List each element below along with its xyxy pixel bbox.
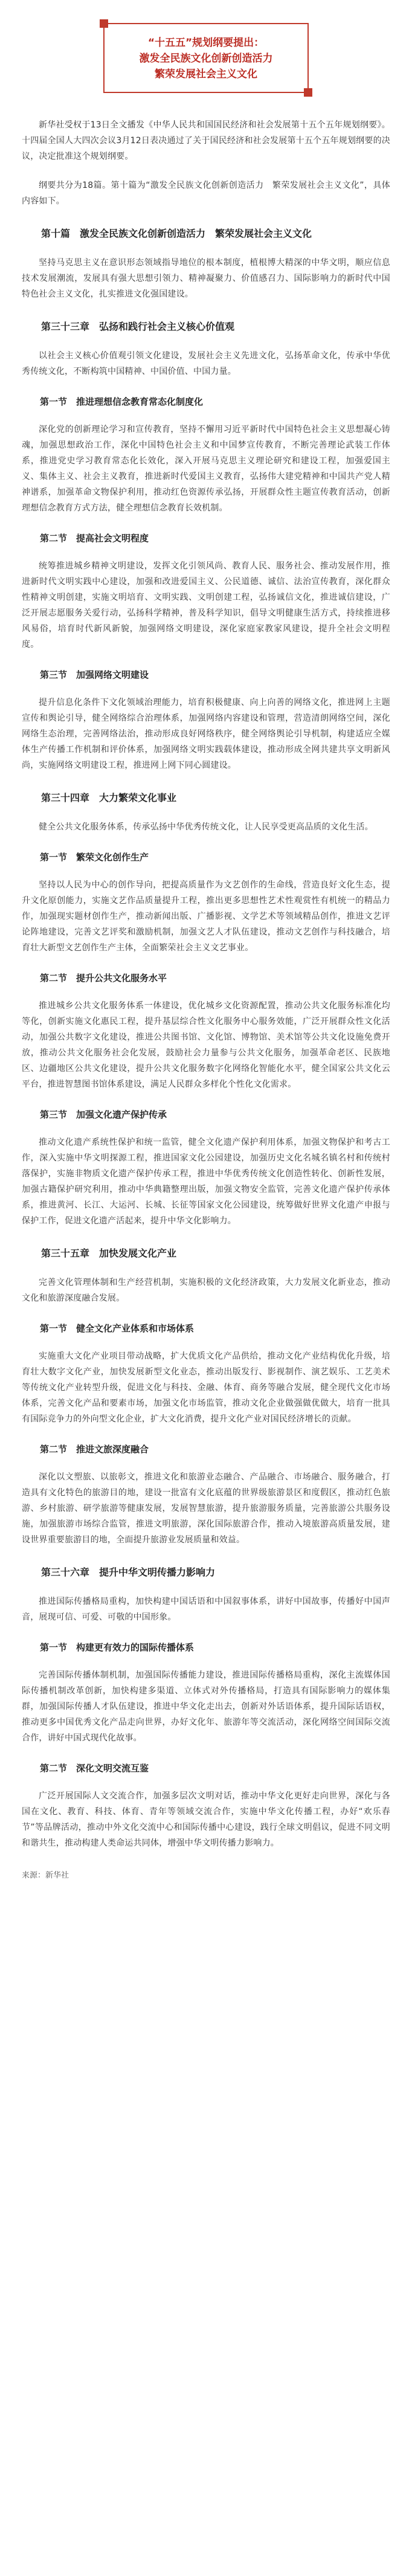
chapter-intro: 以社会主义核心价值观引领文化建设，发展社会主义先进文化，弘扬革命文化，传承中华优秀传统文化，不断构筑中国精神、中国价值、中国力量。 bbox=[22, 351, 390, 376]
section-title: 第三节 加强文化遗产保护传承 bbox=[40, 1109, 167, 1120]
section-title: 第一节 推进理想信念教育常态化制度化 bbox=[40, 396, 204, 407]
section-paragraph: 实施重大文化产业项目带动战略，扩大优质文化产品供给，推动文化产业结构优化升级，培育壮大数字文化产业，加快发展新型文化业态，推动出版发行、影视制作、演艺娱乐、工艺美术等传统文化产业转型升级，促进文化与科技、金融、体育、商务等融合发展，健全现代文化市场体系，完善文化产品和要素市场，加强文化市场监管，推动文化企业做强做优做大，培育一批具有国际竞争力的外向型文化企业，扩大文化消费，提升文化产业对国民经济增长的贡献。 bbox=[22, 1351, 390, 1424]
section-paragraph: 推进城乡公共文化服务体系一体建设，优化城乡文化资源配置，推动公共文化服务标准化均等化，创新实施文化惠民工程，提升基层综合性文化服务中心服务效能，广泛开展群众性文化活动，加强公共数字文化建设，推进公共图书馆、文化馆、博物馆、美术馆等公共文化设施免费开放，推动公共文化服务社会化发展，鼓励社会力量参与公共文化服务，加强革命老区、民族地区、边疆地区公共文化建设，提升公共文化服务数字化网络化智能化水平，健全国家公共文化云平台，推进智慧图书馆体系建设，满足人民群众多样化个性化文化需求。 bbox=[22, 1001, 390, 1089]
section-paragraph: 提升信息化条件下文化领域治理能力，培育积极健康、向上向善的网络文化，推进网上主题宣传和舆论引导，健全网络综合治理体系，加强网络内容建设和管理，营造清朗网络空间，深化网络生态治理，完善网络法治，推动形成良好网络秩序，健全网络舆论引导机制，构建适应全媒体生产传播工作机制和评价体系，加强网络文明实践载体建设，推动形成全网共建共享文明新风尚，实施网络文明建设工程，推进网上网下同心圆建设。 bbox=[22, 698, 390, 770]
section-title: 第一节 繁荣文化创作生产 bbox=[40, 852, 149, 863]
section-paragraph: 广泛开展国际人文交流合作，加强多层次文明对话，推动中华文化更好走向世界，深化与各国在文化、教育、科技、体育、青年等领域交流合作，实施中华文化传播工程，办好“欢乐春节”等品牌活动，推动中外文化交流中心和国际传播中心建设，践行全球文明倡议，促进不同文明和谐共生，推动构建人类命运共同体，增强中华文明传播力影响力。 bbox=[22, 1791, 390, 1848]
section-title: 第三节 加强网络文明建设 bbox=[40, 669, 149, 680]
chapter-title: 第三十三章 弘扬和践行社会主义核心价值观 bbox=[41, 321, 235, 332]
section-paragraph: 推动文化遗产系统性保护和统一监管，健全文化遗产保护利用体系，加强文物保护和考古工作，深入实施中华文明探源工程，推进国家文化公园建设，加强历史文化名城名镇名村和传统村落保护，实施非物质文化遗产保护传承工程，推进中华优秀传统文化创造性转化、创新性发展，加强古籍保护研究利用，推动中华典籍整理出版，加强文物安全监管，完善文化遗产保护传承体系，推进黄河、长江、大运河、长城、长征等国家文化公园建设，统筹做好世界文化遗产申报与保护工作，促进文化遗产活起来，提升中华文化影响力。 bbox=[22, 1138, 390, 1226]
section-paragraph: 深化党的创新理论学习和宣传教育，坚持不懈用习近平新时代中国特色社会主义思想凝心铸魂，加强思想政治工作，深化中国特色社会主义和中国梦宣传教育，不断完善理论武装工作体系，推进党史学习教育常态化长效化，深入开展马克思主义理论研究和建设工程，加强爱国主义、集体主义、社会主义教育，推进新时代爱国主义教育，弘扬伟大建党精神和中国共产党人精神谱系，加强革命文物保护利用，推动红色资源传承弘扬，开展群众性主题宣传教育活动，创新理想信念教育方式方法，健全理想信念教育长效机制。 bbox=[22, 425, 390, 513]
source-credit: 来源：新华社 bbox=[22, 1871, 69, 1880]
section-title: 第二节 深化文明交流互鉴 bbox=[40, 1763, 149, 1774]
intro-paragraph: 纲要共分为18篇。第十篇为“激发全民族文化创新创造活力 繁荣发展社会主义文化”，具体内容如下。 bbox=[22, 181, 390, 206]
section-paragraph: 统筹推进城乡精神文明建设，发挥文化引领风尚、教育人民、服务社会、推动发展作用，推进新时代文明实践中心建设，加强和改进爱国主义、公民道德、诚信、法治宣传教育，深化群众性精神文明创建，实施文明培育、文明实践、文明创建工程，弘扬诚信文化，推进诚信建设，广泛开展志愿服务关爱行动，弘扬科学精神，普及科学知识，倡导文明健康生活方式，持续推进移风易俗，培育时代新风新貌，加强网络文明建设，深化家庭家教家风建设，提升全社会文明程度。 bbox=[22, 561, 390, 649]
headline-line-2: 激发全民族文化创新创造活力 bbox=[139, 53, 273, 65]
headline-banner bbox=[103, 23, 309, 93]
section-paragraph: 深化以文塑旅、以旅彰文，推进文化和旅游业态融合、产品融合、市场融合、服务融合，打造具有文化特色的旅游目的地，建设一批富有文化底蕴的世界级旅游景区和度假区，推动红色旅游、乡村旅游、研学旅游等健康发展，发展智慧旅游，提升旅游服务质量，完善旅游公共服务设施，加强旅游市场综合监管，推进文明旅游，深化国际旅游合作，推动入境旅游高质量发展，建设世界重要旅游目的地，全面提升旅游业发展质量和效益。 bbox=[22, 1472, 390, 1545]
chapter-title: 第三十六章 提升中华文明传播力影响力 bbox=[41, 1567, 216, 1578]
chapter-title: 第三十五章 加快发展文化产业 bbox=[41, 1248, 177, 1259]
chapter-intro: 完善文化管理体制和生产经营机制，实施积极的文化经济政策，大力发展文化新业态，推动文化和旅游深度融合发展。 bbox=[22, 1278, 390, 1303]
part-intro-paragraph: 坚持马克思主义在意识形态领域指导地位的根本制度，植根博大精深的中华文明，顺应信息技术发展潮流，发展具有强大思想引领力、精神凝聚力、价值感召力、国际影响力的新时代中国特色社会主义文化，扎实推进文化强国建设。 bbox=[22, 258, 390, 299]
section-title: 第二节 提升公共文化服务水平 bbox=[40, 973, 167, 984]
headline-line-3: 繁荣发展社会主义文化 bbox=[155, 68, 257, 80]
section-paragraph: 完善国际传播体制机制，加强国际传播能力建设，推进国际传播格局重构，深化主流媒体国际传播机制改革创新，加快构建多渠道、立体式对外传播格局，打造具有国际影响力的媒体集群，加强国际传播人才队伍建设，推进中华文化走出去，创新对外话语体系，提升国际话语权，推动更多中国优秀文化产品走向世界，办好文化年、旅游年等交流活动，深化网络空间国际交流合作，讲好中国式现代化故事。 bbox=[22, 1670, 390, 1743]
section-title: 第一节 健全文化产业体系和市场体系 bbox=[40, 1323, 195, 1334]
section-title: 第一节 构建更有效力的国际传播体系 bbox=[40, 1642, 195, 1653]
chapter-intro: 健全公共文化服务体系，传承弘扬中华优秀传统文化，让人民享受更高品质的文化生活。 bbox=[39, 822, 373, 832]
intro-paragraph: 新华社受权于13日全文播发《中华人民共和国国民经济和社会发展第十五个五年规划纲要》。十四届全国人大四次会议3月12日表决通过了关于国民经济和社会发展第十五个五年规划纲要的决议，决定批准这个规划纲要。 bbox=[22, 120, 390, 161]
section-paragraph: 坚持以人民为中心的创作导向，把提高质量作为文艺创作的生命线，营造良好文化生态，提升文化原创能力，实施文艺作品质量提升工程，推出更多思想性艺术性观赏性有机统一的精品力作，加强现实题材创作生产，推动新闻出版、广播影视、文学艺术等领域精品创作，推进文艺评论阵地建设，完善文艺评奖和激励机制，加强文艺人才队伍建设，推动文艺创作与科技融合，培育壮大新型文艺创作生产主体，全面繁荣社会主义文艺事业。 bbox=[22, 880, 390, 953]
section-title: 第二节 提高社会文明程度 bbox=[40, 533, 149, 544]
part-title: 第十篇 激发全民族文化创新创造活力 繁荣发展社会主义文化 bbox=[41, 228, 312, 239]
chapter-intro: 推进国际传播格局重构，加快构建中国话语和中国叙事体系，讲好中国故事，传播好中国声音，展现可信、可爱、可敬的中国形象。 bbox=[22, 1597, 390, 1622]
chapter-title: 第三十四章 大力繁荣文化事业 bbox=[41, 792, 177, 803]
section-title: 第二节 推进文旅深度融合 bbox=[40, 1444, 149, 1455]
headline-line-1: “十五五”规划纲要提出： bbox=[147, 37, 265, 49]
